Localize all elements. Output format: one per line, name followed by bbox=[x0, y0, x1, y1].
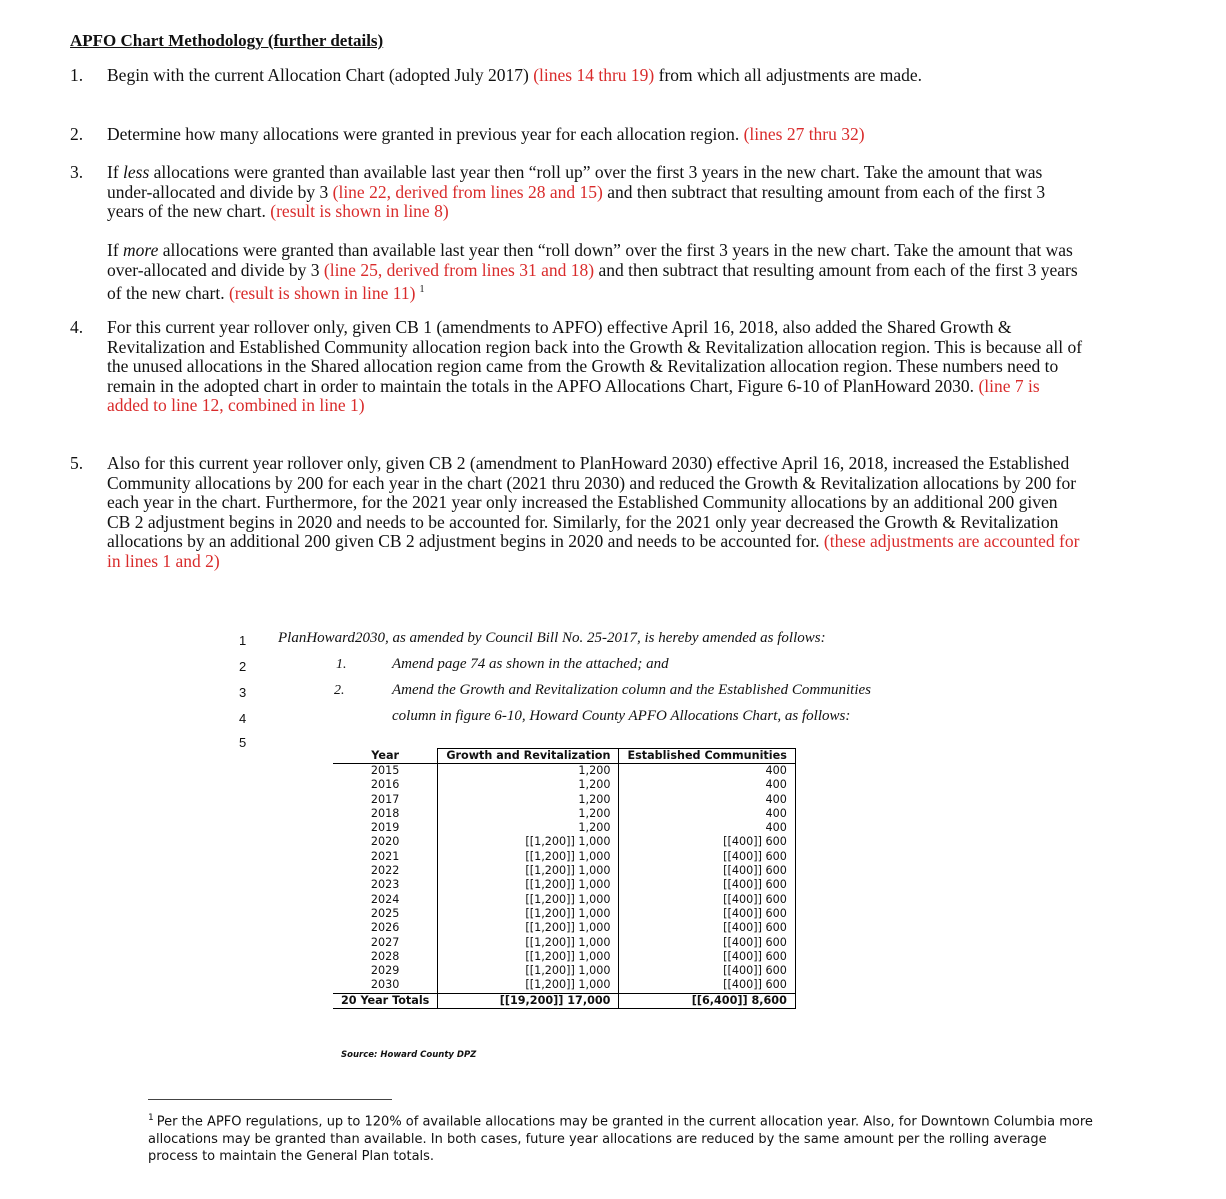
bill-line-1: PlanHoward2030, as amended by Council Bill No. 25-2017, is hereby amended as follows: bbox=[278, 630, 826, 646]
item-text-run: from which all adjustments are made. bbox=[654, 65, 923, 85]
growth-revitalization-cell: 1,200 bbox=[438, 793, 619, 807]
line-reference: (line 25, derived from lines 31 and 18) bbox=[323, 259, 595, 280]
item-text bbox=[107, 125, 1085, 145]
methodology-item bbox=[70, 163, 1085, 222]
line-reference: (lines 27 thru 32) bbox=[743, 124, 865, 144]
line-reference: (these adjustments are accounted for in lines 1 and 2) bbox=[107, 531, 1080, 571]
growth-revitalization-cell: 1,200 bbox=[438, 821, 619, 835]
bill-item-number: 1. bbox=[336, 657, 347, 672]
table-source: Source: Howard County DPZ bbox=[341, 1050, 477, 1060]
table-header-row bbox=[333, 749, 795, 764]
table-row bbox=[333, 878, 795, 892]
item-number: 1. bbox=[70, 65, 84, 85]
table-row bbox=[333, 978, 795, 993]
established-communities-cell: 400 bbox=[619, 778, 795, 792]
item-text-run: and then subtract that resulting amount from each of the first 3 years of the new chart. bbox=[107, 259, 1078, 303]
year-cell: 2017 bbox=[370, 792, 400, 806]
year-cell: 2019 bbox=[370, 821, 400, 835]
totals-label: 20 Year Totals bbox=[333, 993, 438, 1008]
growth-revitalization-cell: 1,200 bbox=[438, 764, 619, 779]
established-communities-cell: [[400]] 600 bbox=[619, 878, 795, 892]
item-number: 2. bbox=[70, 124, 84, 144]
established-communities-cell: [[400]] 600 bbox=[619, 835, 795, 849]
year-cell: 2023 bbox=[370, 878, 400, 892]
footnote-ref: 1 bbox=[419, 284, 425, 295]
table-row bbox=[333, 764, 795, 779]
year-cell: 2024 bbox=[370, 892, 400, 906]
item-text-run: If bbox=[107, 162, 124, 182]
methodology-item bbox=[70, 66, 1085, 86]
table-row bbox=[333, 821, 795, 835]
line-number: 5 bbox=[239, 735, 247, 750]
item-text bbox=[107, 163, 1085, 222]
item-text bbox=[107, 454, 1085, 571]
footnote-mark: 1 bbox=[148, 1113, 154, 1123]
year-cell: 2018 bbox=[370, 806, 400, 820]
table-row bbox=[333, 950, 795, 964]
growth-revitalization-cell: [[1,200]] 1,000 bbox=[438, 878, 619, 892]
line-number: 3 bbox=[239, 685, 247, 700]
established-communities-cell: [[400]] 600 bbox=[619, 978, 795, 993]
line-reference: (result is shown in line 8) bbox=[270, 201, 449, 221]
line-reference: (line 22, derived from lines 28 and 15) bbox=[332, 181, 603, 202]
line-number: 2 bbox=[239, 659, 247, 674]
footnote-divider bbox=[148, 1099, 392, 1100]
bill-item-number: 2. bbox=[334, 683, 345, 698]
year-cell: 2022 bbox=[370, 864, 400, 878]
table-row bbox=[333, 793, 795, 807]
year-cell: 2026 bbox=[370, 921, 400, 935]
growth-revitalization-cell: [[1,200]] 1,000 bbox=[438, 964, 619, 978]
item-text-run: less bbox=[123, 162, 150, 182]
item-number: 5. bbox=[70, 453, 84, 473]
growth-revitalization-cell: [[1,200]] 1,000 bbox=[438, 864, 619, 878]
item-text bbox=[107, 241, 1085, 303]
table-row bbox=[333, 921, 795, 935]
methodology-item bbox=[70, 241, 1085, 303]
table-row bbox=[333, 964, 795, 978]
growth-revitalization-cell: [[1,200]] 1,000 bbox=[438, 936, 619, 950]
year-cell: 2030 bbox=[370, 978, 400, 992]
table-row bbox=[333, 893, 795, 907]
year-cell: 2016 bbox=[370, 778, 400, 792]
established-communities-cell: 400 bbox=[619, 764, 795, 779]
established-communities-header: Established Communities bbox=[619, 749, 795, 764]
year-cell: 2015 bbox=[370, 764, 400, 777]
year-cell: 2020 bbox=[370, 835, 400, 849]
item-text-run: For this current year rollover only, given CB 1 (amendments to APFO) effective April 16, 2018, also added the Shared Growth & Revitalization and Established Community allocation region back into the Growth & Revitalization allocation region. This is because all of the unused allocations in the Shared allocation region came from the Growth & Revitalization allocation region. These numbers need to remain in the adopted chart in order to maintain the totals in the APFO Allocations Chart, Figure 6-10 of PlanHoward 2030. bbox=[107, 317, 1083, 396]
growth-revitalization-cell: 1,200 bbox=[438, 807, 619, 821]
line-number: 4 bbox=[239, 711, 247, 726]
year-cell: 2028 bbox=[370, 949, 400, 963]
established-communities-cell: [[400]] 600 bbox=[619, 864, 795, 878]
established-communities-cell: [[400]] 600 bbox=[619, 907, 795, 921]
established-communities-cell: [[400]] 600 bbox=[619, 950, 795, 964]
item-text-run: Determine how many allocations were granted in previous year for each allocation region. bbox=[107, 124, 744, 144]
growth-revitalization-cell: [[1,200]] 1,000 bbox=[438, 907, 619, 921]
item-text-run: If bbox=[107, 240, 124, 260]
methodology-item bbox=[70, 454, 1085, 571]
year-cell: 2029 bbox=[370, 964, 400, 978]
year-cell: 2027 bbox=[370, 935, 400, 949]
growth-revitalization-header: Growth and Revitalization bbox=[438, 749, 619, 764]
established-communities-cell: [[400]] 600 bbox=[619, 921, 795, 935]
established-communities-cell: [[400]] 600 bbox=[619, 936, 795, 950]
item-text bbox=[107, 66, 1085, 86]
growth-revitalization-cell: [[1,200]] 1,000 bbox=[438, 950, 619, 964]
item-number: 3. bbox=[70, 162, 84, 182]
growth-revitalization-cell: [[1,200]] 1,000 bbox=[438, 893, 619, 907]
table-row bbox=[333, 835, 795, 849]
methodology-item bbox=[70, 318, 1085, 416]
established-communities-cell: 400 bbox=[619, 807, 795, 821]
methodology-item bbox=[70, 125, 1085, 145]
established-communities-cell: 400 bbox=[619, 793, 795, 807]
line-reference: (result is shown in line 11) bbox=[228, 282, 416, 303]
footnote-text: Per the APFO regulations, up to 120% of available allocations may be granted in the current allocation year. Also, for Downtown Columbia more allocations may be granted than available. In both cases, future year allocations are reduced by the same amount per the rolling average process to maintain the General Plan totals. bbox=[148, 1114, 1093, 1165]
table-row bbox=[333, 807, 795, 821]
table-row bbox=[333, 778, 795, 792]
bill-line-2: Amend page 74 as shown in the attached; and bbox=[392, 656, 669, 672]
year-cell: 2021 bbox=[370, 849, 400, 863]
bill-line-3: Amend the Growth and Revitalization column and the Established Communities bbox=[392, 682, 871, 698]
year-header: Year bbox=[371, 749, 400, 762]
growth-revitalization-cell: [[1,200]] 1,000 bbox=[438, 850, 619, 864]
growth-revitalization-cell: [[1,200]] 1,000 bbox=[438, 921, 619, 935]
bill-line-4: column in figure 6-10, Howard County APFO Allocations Chart, as follows: bbox=[392, 708, 851, 724]
table-row bbox=[333, 864, 795, 878]
line-number: 1 bbox=[239, 633, 247, 648]
totals-established-communities: [[6,400]] 8,600 bbox=[619, 993, 795, 1008]
footnote bbox=[148, 1110, 1093, 1166]
item-text-run: Also for this current year rollover only, given CB 2 (amendment to PlanHoward 2030) effective April 16, 2018, increased the Established Community allocations by 200 for each year in the chart (2021 thru 2030) and reduced the Growth & Revitalization allocations by 200 for each year in the chart. Furthermore, for the 2021 year only increased the Established Community allocations by an additional 200 given CB 2 adjustment begins in 2020 and needs to be accounted for. Similarly, for the 2021 only year decreased the Growth & Revitalization allocations by an additional 200 given CB 2 adjustment begins in 2020 and needs to be accounted for. bbox=[107, 453, 1077, 551]
established-communities-cell: [[400]] 600 bbox=[619, 893, 795, 907]
page-title: APFO Chart Methodology (further details) bbox=[70, 31, 384, 50]
line-reference: (line 7 is added to line 12, combined in line 1) bbox=[107, 375, 1040, 415]
growth-revitalization-cell: 1,200 bbox=[438, 778, 619, 792]
established-communities-cell: 400 bbox=[619, 821, 795, 835]
totals-growth-revitalization: [[19,200]] 17,000 bbox=[438, 993, 619, 1008]
growth-revitalization-cell: [[1,200]] 1,000 bbox=[438, 835, 619, 849]
apfo-allocations-table bbox=[333, 748, 796, 1009]
established-communities-cell: [[400]] 600 bbox=[619, 964, 795, 978]
item-number: 4. bbox=[70, 317, 84, 337]
growth-revitalization-cell: [[1,200]] 1,000 bbox=[438, 978, 619, 993]
item-text-run: and then subtract that resulting amount from each of the first 3 years of the new chart. bbox=[107, 181, 1046, 221]
item-text-run: allocations were granted than available last year then “roll down” over the first 3 years in the new chart. Take the amount that was over-allocated and divide by 3 bbox=[107, 240, 1073, 280]
item-text-run: allocations were granted than available last year then “roll up” over the first 3 years in the new chart. Take the amount that was under-allocated and divide by 3 bbox=[107, 162, 1043, 202]
item-text-run: more bbox=[123, 240, 159, 260]
table-row bbox=[333, 850, 795, 864]
established-communities-cell: [[400]] 600 bbox=[619, 850, 795, 864]
item-text-run: Begin with the current Allocation Chart (adopted July 2017) bbox=[107, 65, 534, 85]
table-row bbox=[333, 936, 795, 950]
year-cell: 2025 bbox=[370, 906, 400, 920]
totals-row bbox=[333, 993, 795, 1008]
item-text bbox=[107, 318, 1085, 416]
table-row bbox=[333, 907, 795, 921]
line-reference: (lines 14 thru 19) bbox=[533, 65, 655, 85]
